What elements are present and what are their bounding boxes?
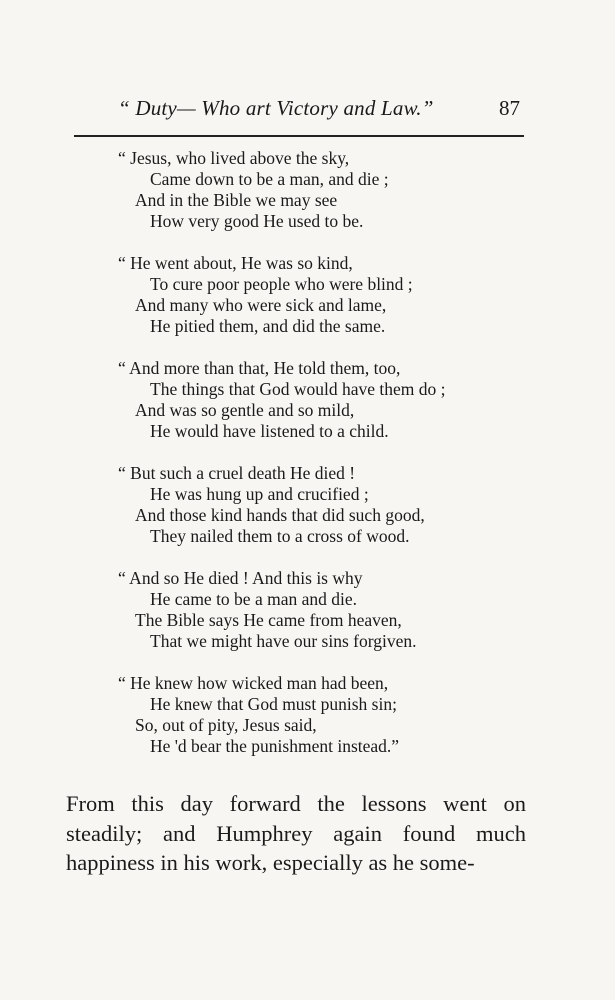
body-paragraph	[66, 789, 526, 878]
stanza-4	[0, 463, 615, 547]
header-rule	[74, 135, 524, 137]
poem-line: “ He knew how wicked man had been,	[118, 673, 389, 693]
poem	[0, 148, 615, 778]
poem-line: He 'd bear the punishment instead.”	[150, 736, 400, 756]
running-header	[74, 92, 524, 132]
paragraph-line: happiness in his work, especially as he some-	[66, 850, 475, 875]
poem-line: “ He went about, He was so kind,	[118, 253, 353, 273]
poem-line: He would have listened to a child.	[150, 421, 389, 441]
poem-line: And was so gentle and so mild,	[135, 400, 355, 420]
stanza-5	[0, 568, 615, 652]
poem-line: He pitied them, and did the same.	[150, 316, 386, 336]
poem-line: So, out of pity, Jesus said,	[135, 715, 317, 735]
poem-line: The Bible says He came from heaven,	[135, 610, 402, 630]
poem-line: And those kind hands that did such good,	[135, 505, 425, 525]
stanza-2	[0, 253, 615, 337]
running-title: “ Duty— Who art Victory and Law.”	[118, 96, 434, 120]
stanza-1	[0, 148, 615, 232]
stanza-6	[0, 673, 615, 757]
poem-line: And in the Bible we may see	[135, 190, 338, 210]
poem-line: “ Jesus, who lived above the sky,	[118, 148, 350, 168]
poem-line: “ And so He died ! And this is why	[118, 568, 363, 588]
poem-line: The things that God would have them do ;	[150, 379, 446, 399]
paragraph-line: steadily; and Humphrey again found much	[66, 820, 526, 846]
poem-line: He knew that God must punish sin;	[150, 694, 397, 714]
poem-line: To cure poor people who were blind ;	[150, 274, 413, 294]
poem-line: He came to be a man and die.	[150, 589, 357, 609]
poem-line: He was hung up and crucified ;	[150, 484, 369, 504]
stanza-3	[0, 358, 615, 442]
poem-line: They nailed them to a cross of wood.	[150, 526, 410, 546]
poem-line: “ But such a cruel death He died !	[118, 463, 356, 483]
poem-line: And many who were sick and lame,	[135, 295, 387, 315]
page-number: 87	[499, 96, 520, 120]
paragraph-line: From this day forward the lessons went on	[66, 791, 526, 816]
poem-line: “ And more than that, He told them, too,	[118, 358, 401, 378]
poem-line: That we might have our sins forgiven.	[150, 631, 417, 651]
poem-line: How very good He used to be.	[150, 211, 364, 231]
poem-line: Came down to be a man, and die ;	[150, 169, 389, 189]
